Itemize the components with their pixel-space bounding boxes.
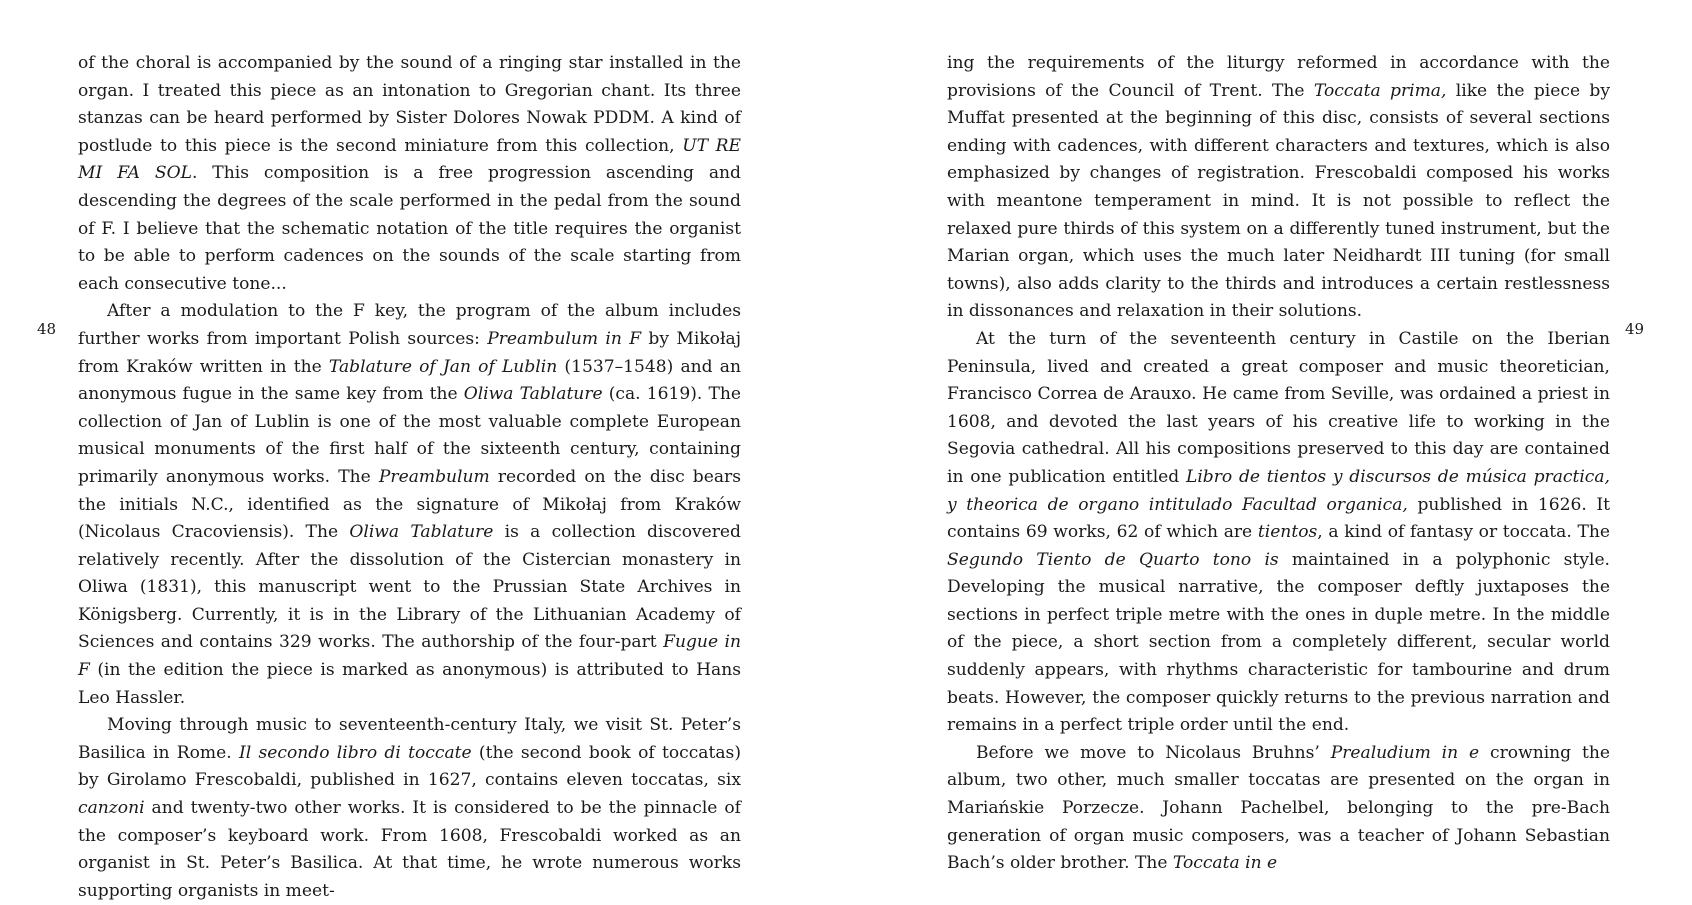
page-number-right: 49 xyxy=(1625,320,1645,338)
text-run: . This composition is a free progression ascending and descending the degrees of the scale performed in the pedal from the sound of F. I believe that the schematic notation of the title requires the organist to be able to perform cadences on the sounds of the scale starting from each consecutive tone... xyxy=(78,163,741,294)
paragraph xyxy=(78,298,741,712)
text-run: maintained in a polyphonic style. Developing the musical narrative, the composer deftly juxtaposes the sections in perfect triple metre with the ones in duple metre. In the middle of the piece, a short section from a completely different, secular world suddenly appears, with rhythms characteristic for tambourine and drum beats. However, the composer quickly returns to the previous narration and remains in a perfect triple order until the end. xyxy=(947,549,1610,736)
italic-title: Libro de tientos y discursos de música practica, y theorica de organo intitulado Facultad organica, xyxy=(947,466,1610,515)
paragraph xyxy=(78,50,741,298)
text-run: by Mikołaj from Kraków written in the xyxy=(78,328,742,377)
text-run: published in 1626. It contains 69 works, 62 of which are xyxy=(947,494,1611,543)
left-page-text xyxy=(78,50,741,905)
text-run: (the second book of toccatas) by Girolamo Frescobaldi, published in 1627, contains eleven toccatas, six xyxy=(78,742,741,791)
text-run: recorded on the disc bears the initials N.C., identified as the signature of Mikołaj from Kraków (Nicolaus Cracoviensis). The xyxy=(78,466,741,543)
text-run: Moving through music to seventeenth-century Italy, we visit St. Peter’s Basilica in Rome. xyxy=(78,715,741,763)
text-run: (in the edition the piece is marked as anonymous) is attributed to Hans Leo Hassler. xyxy=(78,660,741,708)
italic-title: Toccata in e xyxy=(1172,853,1278,874)
text-run: At the turn of the seventeenth century in Castile on the Iberian Peninsula, lived and created a great composer and music theoretician, Francisco Correa de Arauxo. He came from Seville, was ordained a priest in 1608, and devoted the last years of his creative life to working in the Segovia cathedral. All his compositions preserved to this day are contained in one publication entitled xyxy=(947,328,1610,487)
italic-title: Preambulum in F xyxy=(487,328,642,349)
text-run: like the piece by Muffat presented at the beginning of this disc, consists of several sections ending with cadences, with different characters and textures, which is also emphasized by changes of registration. Frescobaldi composed his works with meantone temperament in mind. It is not possible to reflect the relaxed pure thirds of this system on a differently tuned instrument, but the Marian organ, which uses the much later Neidhardt III tuning (for small towns), also adds clarity to the thirds and introduces a certain restlessness in dissonances and relaxation in their solutions. xyxy=(947,80,1611,322)
paragraph xyxy=(78,712,741,905)
italic-title: Oliwa Tablature xyxy=(463,384,603,405)
text-run: crowning the album, two other, much smaller toccatas are presented on the organ in Mariańskie Porzecze. Johann Pachelbel, belonging to the pre-Bach generation of organ music composers, was a teacher of Johann Sebastian Bach’s older brother. The xyxy=(947,742,1610,874)
italic-title: Oliwa Tablature xyxy=(349,522,494,543)
italic-title: Il secondo libro di toccate xyxy=(238,742,472,763)
italic-title: Fugue in F xyxy=(78,632,741,681)
text-run: (ca. 1619). The collection of Jan of Lublin is one of the most valuable complete European musical monuments of the first half of the sixteenth century, containing primarily anonymous works. The xyxy=(78,384,741,487)
text-run: is a collection discovered relatively recently. After the dissolution of the Cistercian monastery in Oliwa (1831), this manuscript went to the Prussian State Archives in Königsberg. Currently, it is in the Library of the Lithuanian Academy of Sciences and contains 329 works. The authorship of the four-part xyxy=(78,522,741,653)
paragraph xyxy=(947,740,1610,878)
italic-title: Preambulum xyxy=(378,466,490,487)
italic-title: canzoni xyxy=(78,798,145,819)
text-run: (1537–1548) and an anonymous fugue in the same key from the xyxy=(78,356,741,405)
italic-title: tientos xyxy=(1257,522,1318,543)
paragraph xyxy=(947,50,1610,326)
italic-title: Segundo Tiento de Quarto tono is xyxy=(947,549,1279,570)
italic-title: Tablature of Jan of Lublin xyxy=(328,356,558,377)
right-page-text xyxy=(947,50,1610,878)
text-run: After a modulation to the F key, the program of the album includes further works from important Polish sources: xyxy=(78,301,741,349)
page-number-left: 48 xyxy=(37,320,57,338)
text-run: Before we move to Nicolaus Bruhns’ xyxy=(976,742,1331,763)
italic-title: Prealudium in e xyxy=(1330,742,1480,763)
text-run: and twenty-two other works. It is considered to be the pinnacle of the composer’s keyboard work. From 1608, Frescobaldi worked as an organist in St. Peter’s Basilica. At that time, he wrote numerous works supporting organists in meet- xyxy=(78,798,741,901)
text-run: of the choral is accompanied by the sound of a ringing star installed in the organ. I treated this piece as an intonation to Gregorian chant. Its three stanzas can be heard performed by Sister Dolores Nowak PDDM. A kind of postlude to this piece is the second miniature from this collection, xyxy=(78,53,741,156)
italic-title: UT RE MI FA SOL xyxy=(78,135,741,184)
italic-title: Toccata prima, xyxy=(1313,80,1447,101)
text-run: ing the requirements of the liturgy reformed in accordance with the provisions of the Council of Trent. The xyxy=(947,53,1610,101)
text-run: , a kind of fantasy or toccata. The xyxy=(1317,522,1610,543)
paragraph xyxy=(947,326,1610,740)
